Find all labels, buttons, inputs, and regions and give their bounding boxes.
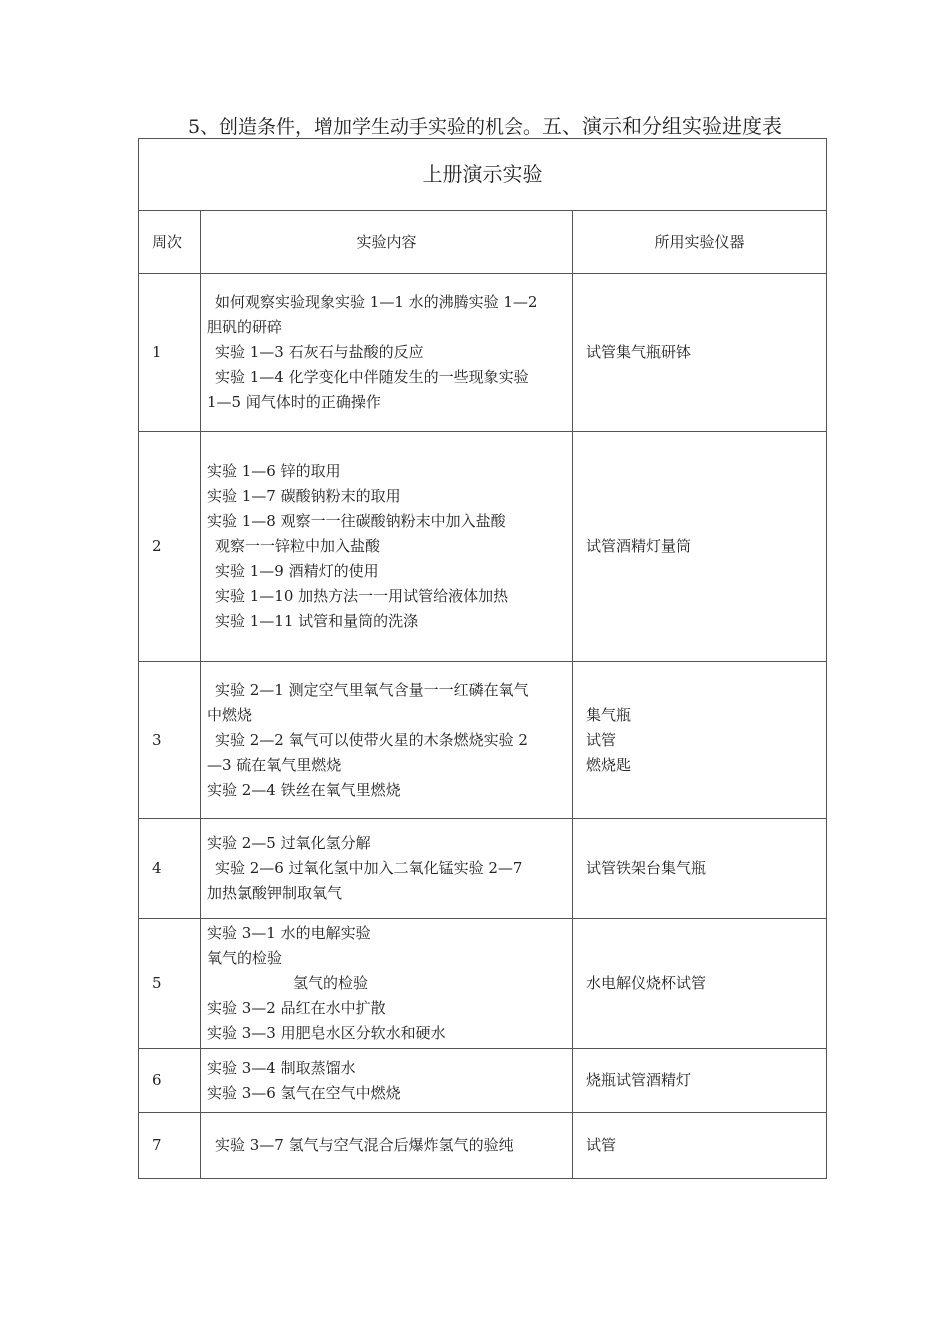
table-header-row <box>139 211 827 274</box>
instrument-line: 试管 <box>586 1136 617 1154</box>
table-title: 上册演示实验 <box>139 139 827 211</box>
week-cell: 5 <box>139 919 201 1049</box>
instrument-line: 烧瓶试管酒精灯 <box>586 1071 692 1089</box>
week-cell: 6 <box>139 1049 201 1113</box>
content-line: 实验 1—8 观察一一往碳酸钠粉末中加入盐酸 <box>207 512 506 530</box>
instruments-cell <box>573 432 827 662</box>
instruments-cell <box>573 662 827 819</box>
instrument-line: 集气瓶 <box>586 705 632 724</box>
content-line: 实验 2—1 测定空气里氧气含量一一红磷在氧气 <box>215 680 529 699</box>
table-row <box>139 1113 827 1179</box>
content-cell <box>201 919 573 1049</box>
instrument-line: 燃烧匙 <box>586 755 632 774</box>
heading-part-1: 5、创造条件，增加学生动手实验的机会。 <box>187 116 543 138</box>
week-cell: 7 <box>139 1113 201 1179</box>
week-cell: 2 <box>139 432 201 662</box>
content-line: 加热氯酸钾制取氧气 <box>207 884 343 902</box>
content-line: 实验 3—3 用肥皂水区分软水和硬水 <box>207 1024 446 1042</box>
week-cell: 1 <box>139 274 201 432</box>
instruments-cell <box>573 274 827 432</box>
instrument-line: 试管铁架台集气瓶 <box>586 859 707 877</box>
content-cell <box>201 819 573 919</box>
content-line: 实验 3—2 品红在水中扩散 <box>207 999 386 1017</box>
content-line: 实验 2—2 氧气可以使带火星的木条燃烧实验 2 <box>215 730 528 749</box>
content-cell <box>201 274 573 432</box>
week-cell: 3 <box>139 662 201 819</box>
content-line: 实验 1—6 锌的取用 <box>207 462 341 480</box>
instrument-line: 试管酒精灯量筒 <box>586 537 692 555</box>
content-line: 实验 3—1 水的电解实验 <box>207 924 371 942</box>
content-line: 氢气的检验 <box>293 974 369 992</box>
heading-part-2: 五、演示和分组实验进度表 <box>542 114 783 138</box>
content-line: 实验 2—6 过氧化氢中加入二氧化锰实验 2—7 <box>215 859 523 877</box>
instruments-cell <box>573 1049 827 1113</box>
instrument-line: 试管集气瓶研钵 <box>586 343 692 361</box>
header-instruments: 所用实验仪器 <box>573 211 827 274</box>
content-line: 实验 3—6 氢气在空气中燃烧 <box>207 1083 401 1102</box>
instrument-line: 水电解仪烧杯试管 <box>586 974 707 992</box>
page-heading <box>0 112 950 141</box>
content-line: 氧气的检验 <box>207 949 283 967</box>
content-cell <box>201 1113 573 1179</box>
content-line: 中燃烧 <box>207 705 253 724</box>
experiment-schedule-table <box>138 138 827 1179</box>
table-row <box>139 819 827 919</box>
table-row <box>139 919 827 1049</box>
content-line: 如何观察实验现象实验 1—1 水的沸腾实验 1—2 <box>215 293 538 311</box>
content-line: 实验 1—9 酒精灯的使用 <box>215 562 379 580</box>
content-line: 实验 3—4 制取蒸馏水 <box>207 1058 356 1077</box>
content-line: 1—5 闻气体时的正确操作 <box>207 393 381 411</box>
content-line: 胆矾的研碎 <box>207 318 283 336</box>
content-line: 实验 1—10 加热方法一一用试管给液体加热 <box>215 587 509 605</box>
table-row <box>139 274 827 432</box>
content-line: 观察一一锌粒中加入盐酸 <box>215 537 381 555</box>
header-content: 实验内容 <box>201 211 573 274</box>
content-cell <box>201 1049 573 1113</box>
content-line: 实验 3—7 氢气与空气混合后爆炸氢气的验纯 <box>215 1136 514 1154</box>
table-row <box>139 1049 827 1113</box>
instruments-cell <box>573 919 827 1049</box>
content-line: 实验 1—4 化学变化中伴随发生的一些现象实验 <box>215 368 529 386</box>
content-line: 实验 2—4 铁丝在氧气里燃烧 <box>207 780 401 799</box>
instruments-cell <box>573 1113 827 1179</box>
content-cell <box>201 432 573 662</box>
content-line: 实验 1—3 石灰石与盐酸的反应 <box>215 343 424 361</box>
content-line: 实验 1—11 试管和量筒的洗涤 <box>215 612 419 630</box>
instrument-line: 试管 <box>586 730 617 749</box>
table-row <box>139 662 827 819</box>
content-line: 实验 2—5 过氧化氢分解 <box>207 834 371 852</box>
header-week: 周次 <box>139 211 201 274</box>
content-cell <box>201 662 573 819</box>
table-row <box>139 432 827 662</box>
content-line: —3 硫在氧气里燃烧 <box>207 755 342 774</box>
content-line: 实验 1—7 碳酸钠粉末的取用 <box>207 487 401 505</box>
week-cell: 4 <box>139 819 201 919</box>
instruments-cell <box>573 819 827 919</box>
